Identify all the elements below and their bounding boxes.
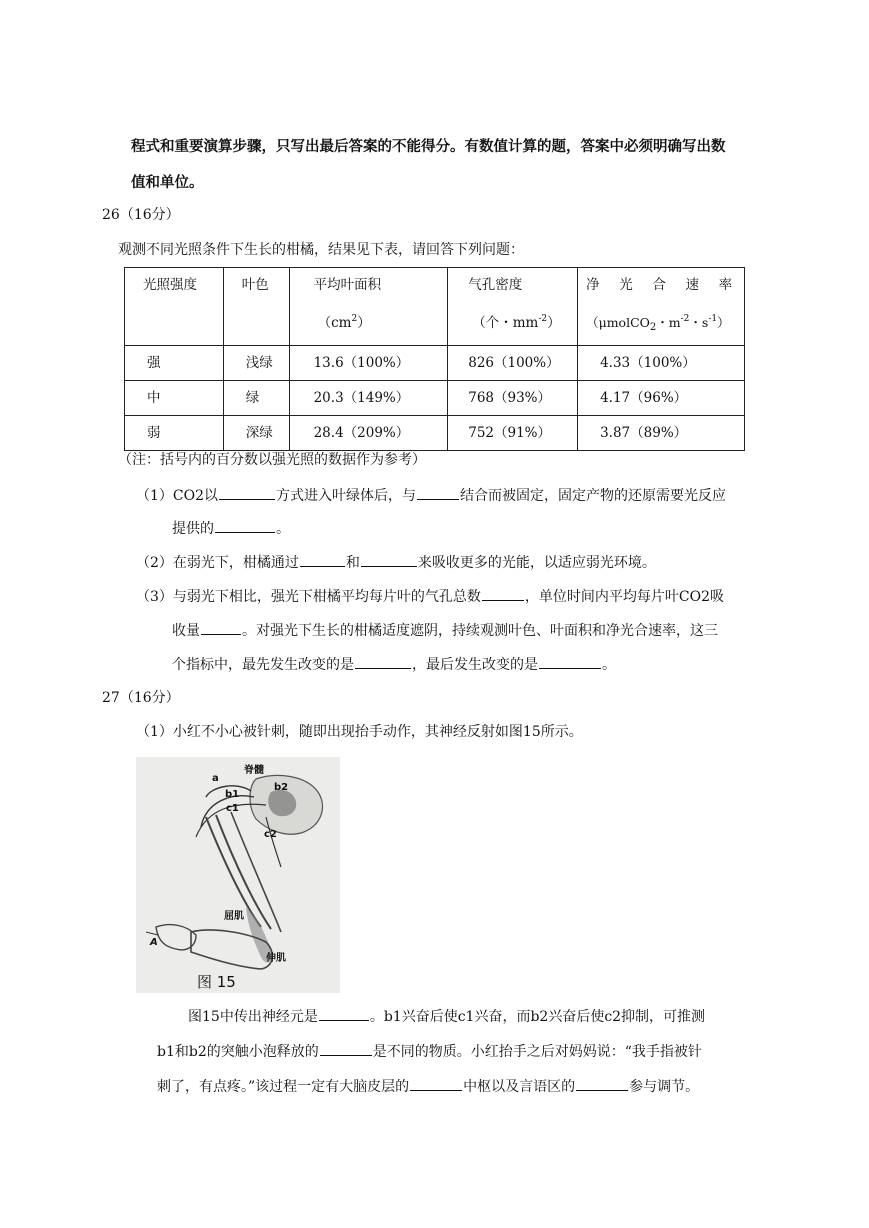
header-leaf-area-unit <box>314 302 448 340</box>
q26-part3-line1 <box>136 586 724 607</box>
table-row <box>125 416 745 451</box>
answer-blank[interactable] <box>320 1041 372 1056</box>
label-extensor: 伸肌 <box>266 953 286 964</box>
q26-p3-text-a: （3）与弱光下相比，强光下柑橘平均每片叶的气孔总数 <box>136 589 481 605</box>
rate-char-5: 率 <box>718 277 733 293</box>
header-rate-title <box>586 268 732 302</box>
header-leaf-area <box>289 268 448 346</box>
answer-blank[interactable] <box>300 552 345 567</box>
answer-blank[interactable] <box>219 485 275 500</box>
q27-p2-text-e: 刺了，有点疼。”该过程一定有大脑皮层的 <box>157 1079 410 1095</box>
cell-light: 弱 <box>125 416 224 451</box>
density-unit-pre: （个・mm <box>472 315 539 331</box>
cell-rate: 4.17（96%） <box>578 381 745 416</box>
q26-p2-text-a: （2）在弱光下，柑橘通过 <box>136 555 299 571</box>
answer-blank[interactable] <box>319 1006 369 1021</box>
area-unit-sup: 2 <box>351 314 358 324</box>
answer-blank[interactable] <box>355 654 411 669</box>
cell-light: 中 <box>125 381 224 416</box>
header-light-intensity: 光照强度 <box>125 268 224 346</box>
reflex-arc-figure <box>136 757 340 993</box>
q26-p2-text-b: 和 <box>345 555 360 571</box>
answer-blank[interactable] <box>201 620 241 635</box>
answer-blank[interactable] <box>539 654 601 669</box>
q26-p1-text-a: （1）CO2以 <box>136 488 219 504</box>
answer-blank[interactable] <box>482 586 524 601</box>
header-stomatal-density <box>448 268 578 346</box>
cell-density: 752（91%） <box>448 416 578 451</box>
answer-blank[interactable] <box>361 552 417 567</box>
label-a: a <box>212 773 219 784</box>
q26-p2-text-c: 来吸收更多的光能，以适应弱光环境。 <box>417 555 656 571</box>
rate-unit-mid: ・m <box>656 315 681 330</box>
q26-part2 <box>136 552 656 573</box>
label-A: A <box>150 937 158 948</box>
intro-line-1: 程式和重要演算步骤，只写出最后答案的不能得分。有数值计算的题，答案中必须明确写出数 <box>131 139 726 155</box>
cell-area: 13.6（100%） <box>289 346 448 381</box>
cell-rate: 3.87（89%） <box>578 416 745 451</box>
q26-part1-line1 <box>136 485 726 506</box>
cell-light: 强 <box>125 346 224 381</box>
header-density-unit <box>468 302 577 340</box>
q26-part3-line3 <box>172 654 616 675</box>
density-unit-sup: -2 <box>538 314 548 324</box>
header-leaf-color: 叶色 <box>223 268 289 346</box>
header-rate-unit <box>586 302 744 345</box>
answer-blank[interactable] <box>215 518 275 533</box>
label-b1: b1 <box>225 789 240 800</box>
header-density-title: 气孔密度 <box>468 277 523 293</box>
header-leaf-area-title: 平均叶面积 <box>313 277 382 293</box>
q27-p2-text-f: 中枢以及言语区的 <box>463 1079 576 1095</box>
answer-blank[interactable] <box>410 1076 462 1091</box>
table-row <box>125 346 745 381</box>
q27-part1: （1）小红不小心被针刺，随即出现抬手动作，其神经反射如图15所示。 <box>136 724 583 740</box>
cell-area: 28.4（209%） <box>289 416 448 451</box>
q26-p3-text-c: 收量 <box>172 623 200 639</box>
area-unit-pre: （cm <box>317 315 352 331</box>
q27-p2-text-c: b1和b2的突触小泡释放的 <box>157 1044 319 1060</box>
table-row <box>125 381 745 416</box>
cell-density: 768（93%） <box>448 381 578 416</box>
q26-p1-text-c: 结合而被固定，固定产物的还原需要光反应 <box>460 488 727 504</box>
rate-unit-mid2: ・s <box>689 315 709 330</box>
cell-color: 绿 <box>223 381 289 416</box>
label-c1: c1 <box>226 803 239 814</box>
q26-p3-text-b: ，单位时间内平均每片叶CO2吸 <box>524 589 725 605</box>
label-spinal-cord: 脊髓 <box>244 765 264 776</box>
q26-p3-text-g: 。 <box>602 657 616 673</box>
q26-p3-text-d: 。对强光下生长的柑橘适度遮阴，持续观测叶色、叶面积和净光合速率，这三 <box>242 623 718 639</box>
q26-p1-text-e: 。 <box>276 521 290 537</box>
q27-p2-text-g: 参与调节。 <box>629 1079 700 1095</box>
q26-part3-line2 <box>172 620 718 641</box>
cell-rate: 4.33（100%） <box>578 346 745 381</box>
q26-p1-text-b: 方式进入叶绿体后，与 <box>276 488 417 504</box>
area-unit-post: ） <box>357 315 371 331</box>
label-flexor: 屈肌 <box>224 911 244 922</box>
rate-char-4: 速 <box>685 277 699 293</box>
intro-line-2: 值和单位。 <box>131 175 204 191</box>
q26-lead: 观测不同光照条件下生长的柑橘，结果见下表，请回答下列问题： <box>118 242 524 258</box>
density-unit-post: ） <box>547 315 561 331</box>
table-note: （注：括号内的百分数以强光照的数据作为参考） <box>118 452 426 468</box>
q27-p2-text-a: 图15中传出神经元是 <box>188 1009 318 1025</box>
answer-blank[interactable] <box>417 485 459 500</box>
rate-unit-sub: 2 <box>649 322 657 333</box>
answer-blank[interactable] <box>576 1076 628 1091</box>
q27-part1-answer-line1 <box>188 1006 705 1027</box>
cell-area: 20.3（149%） <box>289 381 448 416</box>
rate-char-2: 光 <box>619 277 633 293</box>
q27-p2-text-b: 。b1兴奋后使c1兴奋，而b2兴奋后使c2抑制，可推测 <box>369 1009 706 1025</box>
rate-unit-pre: （μmolCO <box>586 315 650 330</box>
light-condition-table <box>124 267 745 451</box>
q26-p3-text-e: 个指标中，最先发生改变的是 <box>172 657 354 673</box>
q27-heading: 27（16分） <box>102 690 180 706</box>
cell-color: 深绿 <box>223 416 289 451</box>
rate-char-1: 净 <box>586 277 600 293</box>
rate-unit-sup1: -2 <box>680 314 690 324</box>
q27-part1-answer-line2 <box>157 1041 702 1062</box>
label-c2: c2 <box>264 829 277 840</box>
q27-part1-answer-line3 <box>157 1076 699 1097</box>
rate-char-3: 合 <box>652 277 666 293</box>
q27-p2-text-d: 是不同的物质。小红抬手之后对妈妈说：“我手指被针 <box>372 1044 702 1060</box>
q26-p1-text-d: 提供的 <box>172 521 214 537</box>
q26-part1-line2 <box>172 518 290 539</box>
cell-density: 826（100%） <box>448 346 578 381</box>
header-net-photosynthesis <box>578 268 745 346</box>
figure-caption: 图 15 <box>197 973 236 991</box>
rate-unit-post: ） <box>717 315 730 330</box>
q26-heading: 26（16分） <box>102 207 180 223</box>
table-header-row <box>125 268 745 346</box>
cell-color: 浅绿 <box>223 346 289 381</box>
q26-p3-text-f: ，最后发生改变的是 <box>412 657 538 673</box>
rate-unit-sup2: -1 <box>708 314 718 324</box>
label-b2: b2 <box>274 782 289 793</box>
